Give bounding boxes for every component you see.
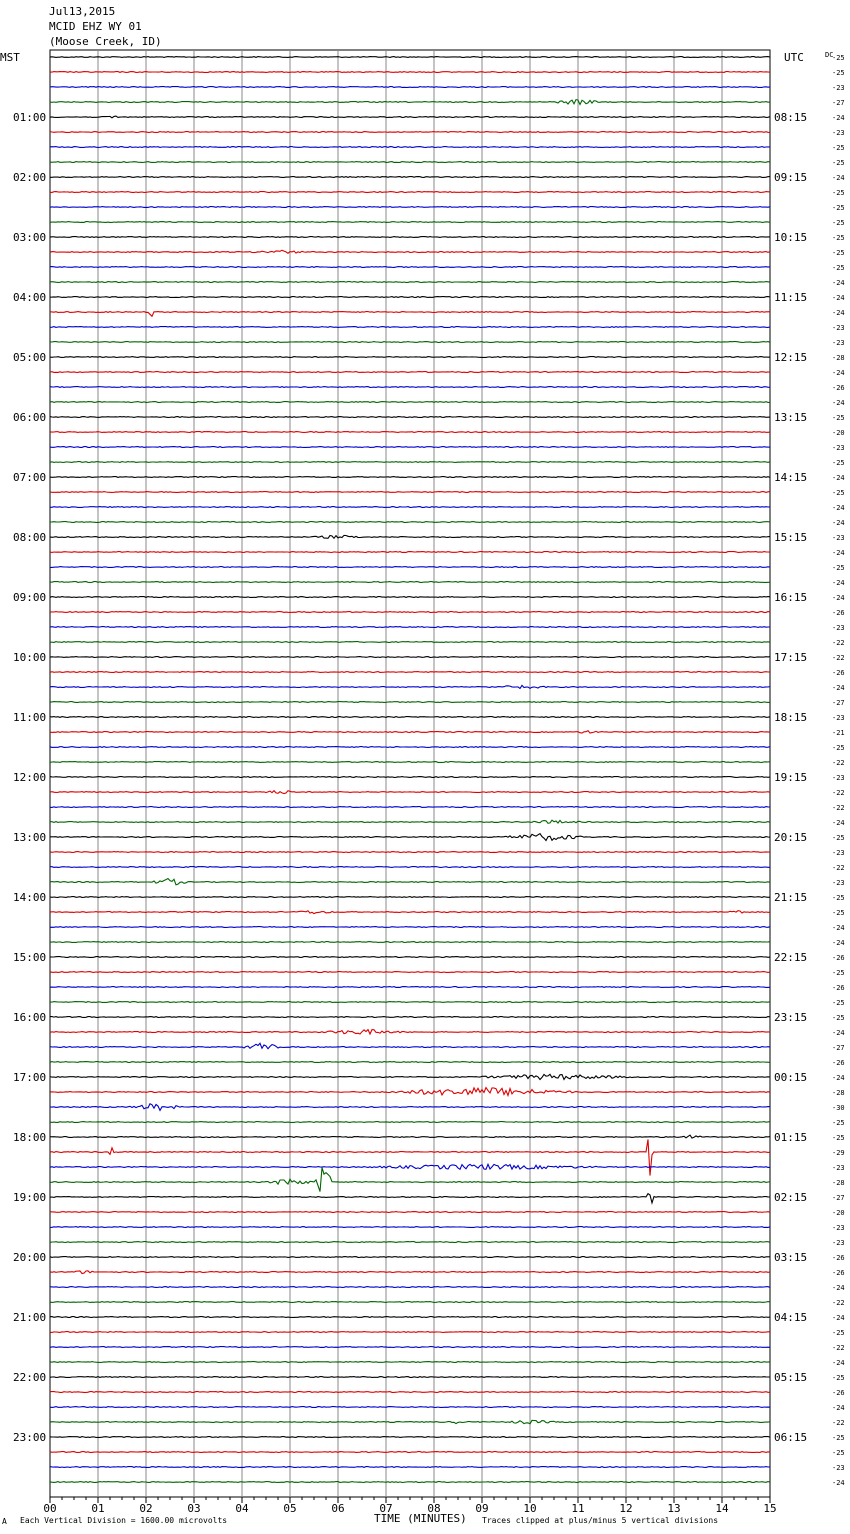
trace-line: [50, 1407, 770, 1408]
hour-label-utc: 02:15: [774, 1191, 808, 1204]
trace-line: [50, 567, 770, 568]
trace-line: [50, 1062, 770, 1063]
trace-line: [50, 1287, 770, 1288]
dc-offset-label: -25: [832, 1329, 845, 1337]
trace-line: [50, 1168, 770, 1192]
dc-offset-label: -24: [832, 1284, 845, 1292]
trace-line: [50, 1088, 770, 1096]
trace-line: [50, 1074, 770, 1079]
hour-label-mst: 21:00: [13, 1311, 47, 1324]
dc-offset-label: -27: [832, 699, 845, 707]
trace-line: [50, 1437, 770, 1438]
hour-label-mst: 01:00: [13, 111, 47, 124]
dc-offset-label: -22: [832, 1419, 845, 1427]
dc-offset-label: -26: [832, 1059, 845, 1067]
trace-line: [50, 957, 770, 958]
dc-offset-label: -25: [832, 159, 845, 167]
hour-label-utc: 13:15: [774, 411, 808, 424]
trace-line: [50, 582, 770, 583]
hour-label-mst: 23:00: [13, 1431, 47, 1444]
dc-offset-label: -23: [832, 84, 845, 92]
hour-label-utc: 17:15: [774, 651, 808, 664]
traces: [50, 57, 770, 1483]
trace-line: [50, 612, 770, 613]
trace-line: [50, 927, 770, 928]
trace-line: [50, 522, 770, 523]
trace-line: [50, 1482, 770, 1483]
dc-offset-label: -26: [832, 1269, 845, 1277]
trace-line: [50, 462, 770, 463]
hour-label-utc: 18:15: [774, 711, 808, 724]
hour-label-mst: 11:00: [13, 711, 47, 724]
x-tick-label: 04: [235, 1502, 249, 1515]
trace-line: [50, 1122, 770, 1123]
x-tick-label: 01: [91, 1502, 105, 1515]
trace-line: [50, 402, 770, 403]
trace-line: [50, 1452, 770, 1453]
hour-label-utc: 16:15: [774, 591, 808, 604]
dc-offset-label: -28: [832, 1089, 845, 1097]
hour-label-mst: 22:00: [13, 1371, 47, 1384]
trace-line: [50, 327, 770, 328]
trace-line: [50, 432, 770, 433]
dc-offset-label: -24: [832, 924, 845, 932]
x-tick-label: 09: [475, 1502, 489, 1515]
trace-line: [50, 282, 770, 283]
dc-offset-label: -24: [832, 579, 845, 587]
hour-label-utc: 06:15: [774, 1431, 808, 1444]
dc-offset-label: -20: [832, 429, 845, 437]
trace-line: [50, 1135, 770, 1138]
dc-offset-label: -24: [832, 309, 845, 317]
header-station: MCID EHZ WY 01: [49, 20, 142, 33]
dc-offset-label: -23: [832, 534, 845, 542]
hour-label-utc: 23:15: [774, 1011, 808, 1024]
dc-offset-label: -25: [832, 969, 845, 977]
dc-offset-label: -26: [832, 669, 845, 677]
dc-offset-label: -25: [832, 744, 845, 752]
x-axis-title: TIME (MINUTES): [374, 1512, 467, 1525]
dc-offset-label: -23: [832, 879, 845, 887]
trace-line: [50, 1242, 770, 1243]
dc-offset-label: -25: [832, 219, 845, 227]
dc-offset-label: -23: [832, 324, 845, 332]
dc-offset-label: -23: [832, 129, 845, 137]
dc-offset-label: -23: [832, 714, 845, 722]
x-tick-label: 10: [523, 1502, 537, 1515]
trace-line: [50, 1194, 770, 1203]
dc-offset-label: -25: [832, 1134, 845, 1142]
trace-line: [50, 1164, 770, 1169]
hour-label-utc: 19:15: [774, 771, 808, 784]
trace-line: [50, 250, 770, 253]
trace-line: [50, 642, 770, 643]
trace-line: [50, 507, 770, 508]
trace-line: [50, 1257, 770, 1258]
trace-line: [50, 702, 770, 703]
trace-line: [50, 807, 770, 808]
dc-header-label: DC: [825, 51, 834, 59]
hour-label-mst: 05:00: [13, 351, 47, 364]
trace-line: [50, 1271, 770, 1274]
hour-label-mst: 14:00: [13, 891, 47, 904]
trace-line: [50, 1377, 770, 1378]
dc-offset-label: -22: [832, 654, 845, 662]
hour-label-utc: 00:15: [774, 1071, 808, 1084]
dc-offset-label: -23: [832, 339, 845, 347]
dc-offset-label: -24: [832, 1074, 845, 1082]
header-location: (Moose Creek, ID): [49, 35, 162, 48]
dc-offset-label: -23: [832, 1224, 845, 1232]
trace-line: [50, 867, 770, 868]
trace-line: [50, 1302, 770, 1303]
dc-offset-label: -25: [832, 144, 845, 152]
x-tick-label: 11: [571, 1502, 585, 1515]
trace-line: [50, 147, 770, 148]
trace-line: [50, 100, 770, 105]
trace-line: [50, 192, 770, 193]
hour-label-mst: 06:00: [13, 411, 47, 424]
dc-offset-label: -22: [832, 864, 845, 872]
dc-offset-label: -24: [832, 1359, 845, 1367]
trace-line: [50, 342, 770, 343]
hour-label-utc: 12:15: [774, 351, 808, 364]
trace-line: [50, 879, 770, 885]
hour-label-mst: 12:00: [13, 771, 47, 784]
dc-offset-label: -21: [832, 729, 845, 737]
trace-line: [50, 492, 770, 493]
hour-label-mst: 18:00: [13, 1131, 47, 1144]
trace-line: [50, 1002, 770, 1003]
hour-label-mst: 04:00: [13, 291, 47, 304]
trace-line: [50, 372, 770, 373]
trace-line: [50, 731, 770, 733]
trace-line: [50, 747, 770, 748]
x-tick-label: 05: [283, 1502, 297, 1515]
trace-line: [50, 116, 770, 118]
dc-offset-label: -20: [832, 1209, 845, 1217]
x-tick-label: 15: [763, 1502, 777, 1515]
dc-offset-label: -25: [832, 54, 845, 62]
dc-offset-label: -28: [832, 354, 845, 362]
dc-offset-label: -25: [832, 69, 845, 77]
dc-offset-label: -27: [832, 1194, 845, 1202]
dc-offset-label: -24: [832, 279, 845, 287]
dc-offset-label: -26: [832, 609, 845, 617]
x-tick-label: 14: [715, 1502, 729, 1515]
trace-line: [50, 552, 770, 553]
trace-line: [50, 987, 770, 988]
trace-line: [50, 162, 770, 163]
trace-line: [50, 535, 770, 538]
dc-offset-label: -28: [832, 1179, 845, 1187]
x-tick-label: 02: [139, 1502, 153, 1515]
dc-offset-label: -24: [832, 399, 845, 407]
dc-offset-label: -22: [832, 1299, 845, 1307]
hour-label-utc: 21:15: [774, 891, 808, 904]
hour-label-mst: 17:00: [13, 1071, 47, 1084]
hour-label-mst: 15:00: [13, 951, 47, 964]
trace-line: [50, 177, 770, 178]
dc-offset-label: -25: [832, 459, 845, 467]
trace-line: [50, 657, 770, 658]
trace-line: [50, 1317, 770, 1318]
trace-line: [50, 685, 770, 688]
dc-offset-label: -30: [832, 1104, 845, 1112]
dc-offset-label: -25: [832, 249, 845, 257]
footer-mark: A: [2, 1517, 7, 1526]
trace-line: [50, 791, 770, 794]
hour-label-utc: 15:15: [774, 531, 808, 544]
hour-label-mst: 02:00: [13, 171, 47, 184]
hour-label-mst: 03:00: [13, 231, 47, 244]
dc-offset-label: -25: [832, 1374, 845, 1382]
trace-line: [50, 1017, 770, 1018]
x-tick-label: 13: [667, 1502, 681, 1515]
trace-line: [50, 1043, 770, 1048]
footer-scale: Each Vertical Division = 1600.00 microvolts: [20, 1516, 228, 1525]
hour-label-mst: 10:00: [13, 651, 47, 664]
dc-offset-label: -25: [832, 999, 845, 1007]
hour-label-utc: 03:15: [774, 1251, 808, 1264]
dc-offset-label: -24: [832, 519, 845, 527]
dc-offset-label: -24: [832, 369, 845, 377]
x-tick-label: 07: [379, 1502, 393, 1515]
trace-line: [50, 1467, 770, 1468]
x-tick-label: 06: [331, 1502, 345, 1515]
dc-offset-label: -22: [832, 639, 845, 647]
hour-label-utc: 11:15: [774, 291, 808, 304]
trace-line: [50, 237, 770, 238]
dc-offset-label: -24: [832, 1029, 845, 1037]
trace-line: [50, 1227, 770, 1228]
trace-line: [50, 1104, 770, 1111]
dc-offset-label: -23: [832, 849, 845, 857]
x-tick-label: 00: [43, 1502, 57, 1515]
dc-offset-label: -25: [832, 894, 845, 902]
dc-offset-label: -24: [832, 114, 845, 122]
trace-line: [50, 1332, 770, 1333]
trace-line: [50, 297, 770, 298]
dc-offset-label: -25: [832, 489, 845, 497]
hour-label-mst: 08:00: [13, 531, 47, 544]
dc-offset-label: -22: [832, 804, 845, 812]
dc-offset-label: -24: [832, 684, 845, 692]
trace-line: [50, 972, 770, 973]
trace-line: [50, 267, 770, 268]
dc-offset-label: -23: [832, 1464, 845, 1472]
hour-label-utc: 01:15: [774, 1131, 808, 1144]
dc-offset-label: -25: [832, 264, 845, 272]
trace-line: [50, 911, 770, 914]
dc-offset-label: -23: [832, 774, 845, 782]
trace-line: [50, 357, 770, 358]
x-tick-label: 08: [427, 1502, 441, 1515]
dc-offset-label: -23: [832, 1239, 845, 1247]
dc-offset-label: -24: [832, 174, 845, 182]
hour-label-utc: 10:15: [774, 231, 808, 244]
dc-offset-label: -24: [832, 549, 845, 557]
hour-label-mst: 16:00: [13, 1011, 47, 1024]
dc-offset-label: -25: [832, 1434, 845, 1442]
dc-offset-label: -26: [832, 984, 845, 992]
trace-line: [50, 222, 770, 223]
dc-offset-label: -22: [832, 759, 845, 767]
hour-label-utc: 04:15: [774, 1311, 808, 1324]
trace-line: [50, 777, 770, 778]
trace-line: [50, 72, 770, 73]
dc-offset-label: -24: [832, 1404, 845, 1412]
dc-offset-label: -24: [832, 939, 845, 947]
dc-offset-label: -29: [832, 1149, 845, 1157]
trace-line: [50, 1139, 770, 1175]
trace-line: [50, 627, 770, 628]
dc-offset-label: -26: [832, 1389, 845, 1397]
trace-line: [50, 820, 770, 823]
header-date: Jul13,2015: [49, 5, 116, 18]
dc-offset-label: -26: [832, 1254, 845, 1262]
hour-label-utc: 05:15: [774, 1371, 808, 1384]
trace-line: [50, 447, 770, 448]
footer-clip: Traces clipped at plus/minus 5 vertical divisions: [482, 1516, 719, 1525]
dc-offset-label: -23: [832, 444, 845, 452]
trace-line: [50, 207, 770, 208]
trace-line: [50, 417, 770, 418]
hour-label-utc: 22:15: [774, 951, 808, 964]
trace-line: [50, 57, 770, 58]
trace-line: [50, 672, 770, 673]
dc-offset-label: -27: [832, 99, 845, 107]
trace-line: [50, 387, 770, 388]
dc-offset-label: -27: [832, 1044, 845, 1052]
dc-offset-label: -24: [832, 819, 845, 827]
dc-offset-label: -25: [832, 1119, 845, 1127]
trace-line: [50, 834, 770, 841]
trace-line: [50, 477, 770, 478]
hour-label-utc: 14:15: [774, 471, 808, 484]
trace-line: [50, 1212, 770, 1213]
hour-label-mst: 07:00: [13, 471, 47, 484]
dc-offset-label: -24: [832, 294, 845, 302]
hour-label-utc: 09:15: [774, 171, 808, 184]
dc-offset-label: -25: [832, 1449, 845, 1457]
trace-line: [50, 897, 770, 898]
trace-line: [50, 1392, 770, 1393]
dc-offset-label: -23: [832, 1164, 845, 1172]
trace-line: [50, 1030, 770, 1034]
dc-offset-label: -24: [832, 504, 845, 512]
dc-offset-label: -22: [832, 1344, 845, 1352]
dc-offset-label: -25: [832, 204, 845, 212]
hour-label-utc: 08:15: [774, 111, 808, 124]
hour-label-mst: 13:00: [13, 831, 47, 844]
hour-label-mst: 20:00: [13, 1251, 47, 1264]
hour-label-mst: 19:00: [13, 1191, 47, 1204]
trace-line: [50, 942, 770, 943]
dc-offset-label: -25: [832, 234, 845, 242]
dc-offset-label: -25: [832, 564, 845, 572]
dc-offset-label: -24: [832, 474, 845, 482]
trace-line: [50, 1420, 770, 1424]
trace-line: [50, 132, 770, 133]
trace-line: [50, 1362, 770, 1363]
dc-offset-label: -24: [832, 1479, 845, 1487]
hour-label-mst: 09:00: [13, 591, 47, 604]
dc-offset-label: -24: [832, 1314, 845, 1322]
x-tick-label: 03: [187, 1502, 201, 1515]
trace-line: [50, 87, 770, 88]
dc-offset-label: -23: [832, 624, 845, 632]
trace-line: [50, 597, 770, 598]
trace-line: [50, 762, 770, 763]
dc-offset-label: -25: [832, 1014, 845, 1022]
dc-offset-label: -25: [832, 414, 845, 422]
trace-line: [50, 852, 770, 853]
dc-offset-label: -26: [832, 954, 845, 962]
dc-offset-label: -25: [832, 834, 845, 842]
left-timezone-label: MST: [0, 51, 20, 64]
dc-offset-label: -26: [832, 384, 845, 392]
hour-label-utc: 20:15: [774, 831, 808, 844]
trace-line: [50, 312, 770, 317]
dc-offset-label: -22: [832, 789, 845, 797]
dc-offset-label: -25: [832, 909, 845, 917]
right-timezone-label: UTC: [784, 51, 804, 64]
trace-line: [50, 1347, 770, 1348]
dc-offset-label: -24: [832, 594, 845, 602]
x-tick-label: 12: [619, 1502, 633, 1515]
dc-offset-label: -25: [832, 189, 845, 197]
trace-line: [50, 717, 770, 718]
